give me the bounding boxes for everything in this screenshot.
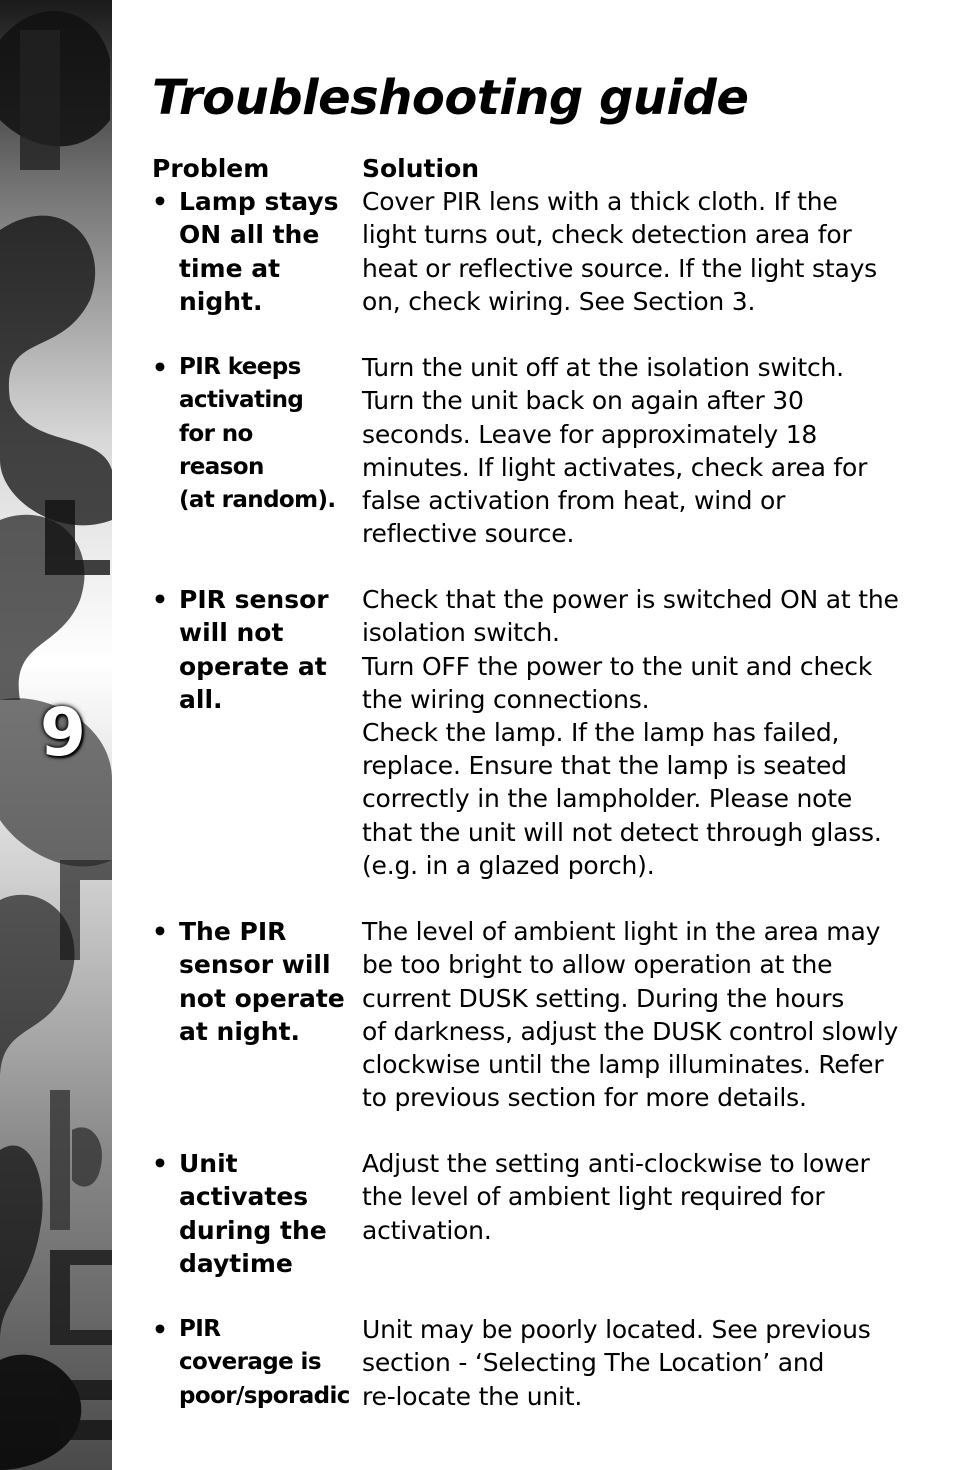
bullet-icon: • [152,1315,168,1345]
table-row [152,1147,932,1313]
solution-text: Check that the power is switched ON at the isolation switch. Turn OFF the power to the unit and check the wiring connections. Check the lamp. If the lamp has failed, replace. Ensure that the lamp is seated correctly in the lampholder. Please note that the unit will not detect through glass. (e.g. in a glazed porch). [362,585,899,880]
problem-text: PIR sensor will not operate at all. [179,585,329,714]
problem-cell [152,915,362,1147]
problem-cell [152,185,362,351]
table-row [152,1313,932,1413]
solution-text: Adjust the setting anti-clockwise to lower the level of ambient light required for activation. [362,1149,870,1245]
troubleshooting-table [152,152,932,1413]
bullet-icon: • [152,585,168,615]
table-row [152,185,932,351]
decorative-sidebar [0,0,112,1470]
problem-text: The PIR sensor will not operate at night. [179,917,345,1046]
solution-text: The level of ambient light in the area may be too bright to allow operation at the current DUSK setting. During the hours of darkness, adjust the DUSK control slowly clockwise until the lamp illuminates. Refer to previous section for more details. [362,917,899,1113]
header-problem: Problem [152,154,270,183]
table-row [152,351,932,583]
problem-text: Unit activates during the daytime [179,1149,327,1278]
problem-cell [152,351,362,583]
page-number: 9 [40,694,86,771]
bullet-icon: • [152,917,168,947]
problem-cell [152,1147,362,1313]
problem-text: Lamp stays ON all the time at night. [179,187,339,316]
solution-text: Unit may be poorly located. See previous section - ‘Selecting The Location’ and re-locate the unit. [362,1315,871,1411]
bullet-icon: • [152,353,168,383]
problem-cell [152,583,362,915]
bullet-icon: • [152,187,168,217]
header-solution: Solution [362,154,480,183]
table-row [152,583,932,915]
page-title: Troubleshooting guide [152,70,749,126]
solution-text: Cover PIR lens with a thick cloth. If the light turns out, check detection area for heat or reflective source. If the light stays on, check wiring. See Section 3. [362,187,877,316]
problem-text: PIR coverage is poor/sporadic [179,1316,350,1409]
problem-text: PIR keeps activating for no reason (at random). [179,354,336,514]
table-row [152,915,932,1147]
bullet-icon: • [152,1149,168,1179]
table-header [152,152,932,185]
problem-cell [152,1313,362,1413]
solution-text: Turn the unit off at the isolation switch. Turn the unit back on again after 30 seconds. Leave for approximately 18 minutes. If light activates, check area for false activation from heat, wind or reflective source. [362,353,868,549]
